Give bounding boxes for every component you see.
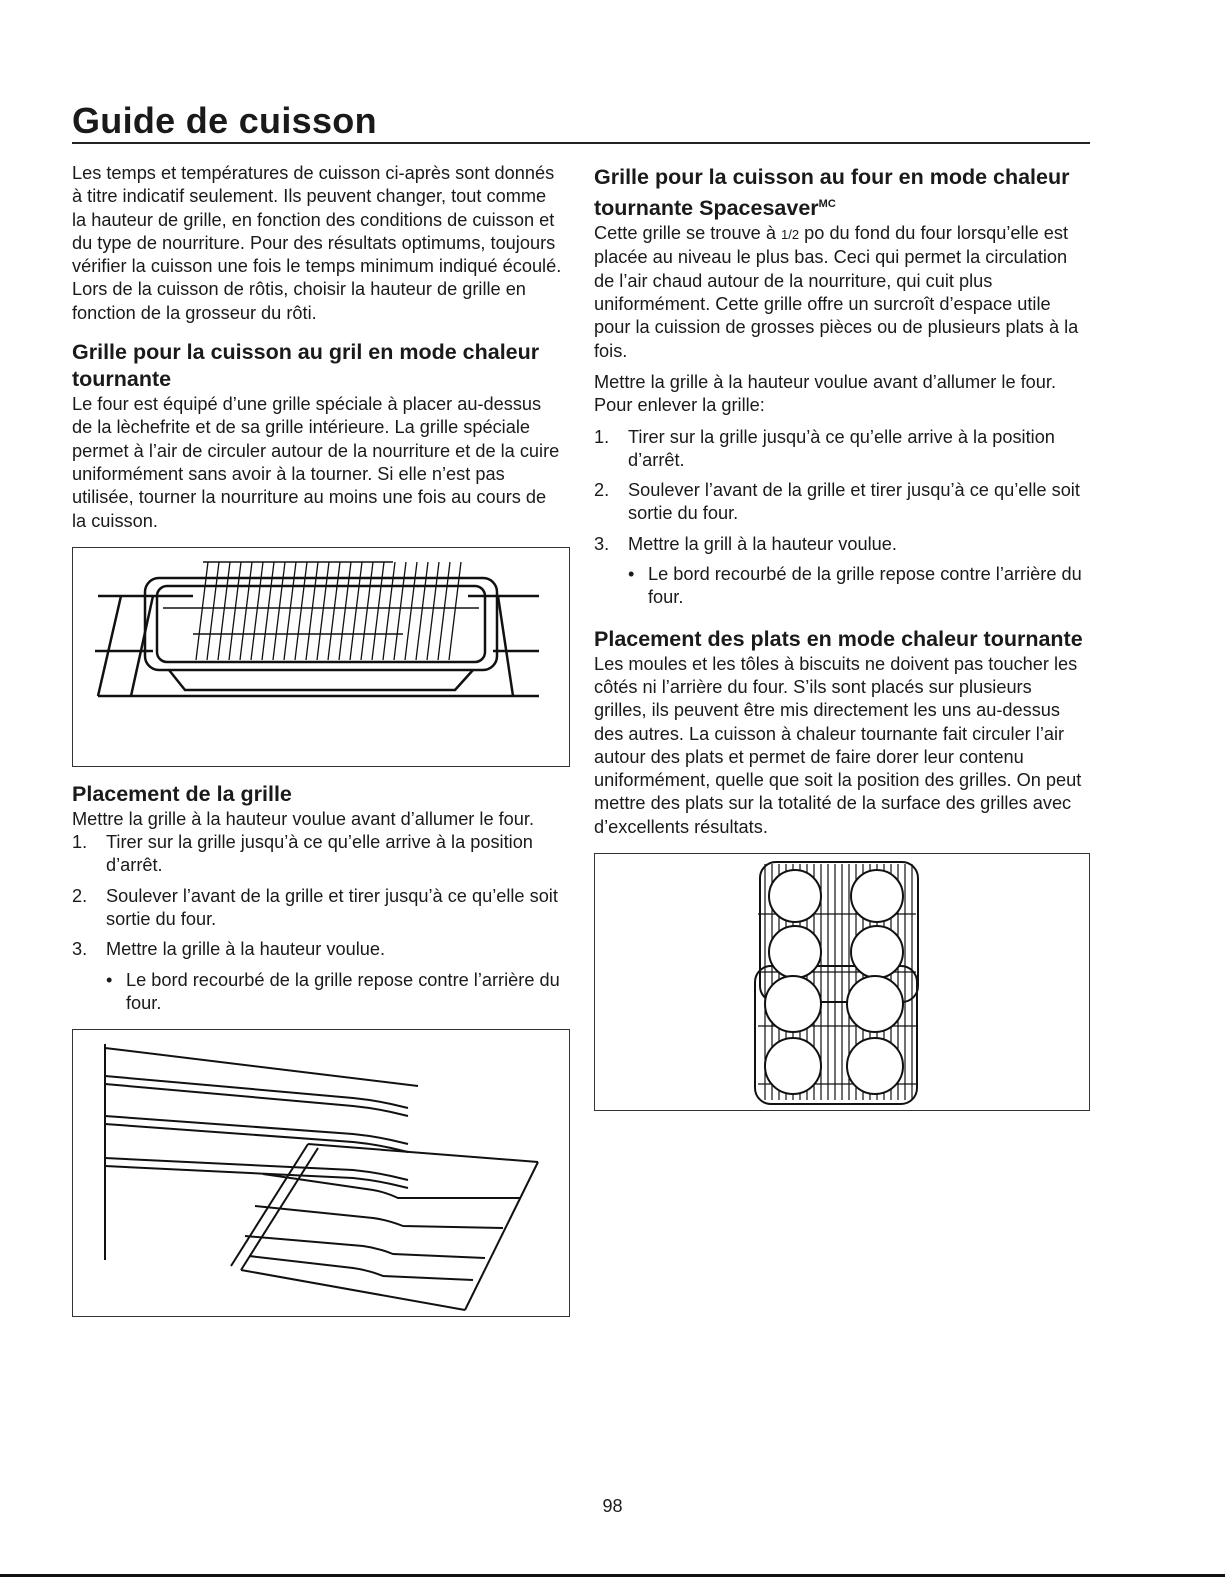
title-underline [72,142,1090,144]
step-text: Soulever l’avant de la grille et tirer jusqu’à ce qu’elle soit sortie du four. [628,480,1080,524]
rack-removal-figure [72,1029,570,1317]
intro-paragraph: Les temps et températures de cuisson ci-après sont donnés à titre indicatif seulement. Ils peuvent changer, tout comme la hauteur de grille, en fonction des conditions de cuisson et du type de nourriture. Pour des résultats optimums, toujours vérifier la cuisson une fois le temps minimum indiqué écoulé. Lors de la cuisson de rôtis, choisir la hauteur de grille en fonction de la grosseur du rôti. [72,163,562,323]
rack-placement-intro: Mettre la grille à la hauteur voulue avant d’allumer le four. [72,808,535,829]
spacesaver-text-a: Cette grille se trouve à [594,223,782,244]
spacesaver-steps [594,426,1086,556]
step-number: 1. [72,832,88,853]
rack-removal-illustration [73,1030,569,1316]
list-item [72,831,564,878]
bullet-item [594,563,1086,610]
multi-rack-pans-illustration [595,854,1089,1110]
trademark-mark: MC [818,198,836,210]
list-item [594,533,1086,556]
step-number: 2. [72,885,88,906]
list-item [72,938,564,961]
list-item [72,885,564,932]
spacesaver-remove-intro: Mettre la grille à la hauteur voulue avant d’allumer le four. Pour enlever la grille: [594,371,1057,416]
heading-spacesaver-rack [594,164,1086,222]
list-item [594,479,1086,526]
bullet-text: Le bord recourbé de la grille repose contre l’arrière du four. [126,969,560,1013]
broil-pan-figure [72,547,570,767]
page-title: Guide de cuisson [72,100,377,141]
heading-convection-broil-rack: Grille pour la cuisson au gril en mode chaleur tournante [72,340,540,392]
convection-broil-rack-text: Le four est équipé d’une grille spéciale à placer au-dessus de la lèchefrite et de sa grille intérieure. La grille spéciale permet à l’air de circuler autour de la nourriture et de la cuire uniformément sans avoir à la tourner. Si elle n’est pas utilisée, tourner la nourriture au moins une fois au cours de la cuisson. [72,394,560,531]
spacesaver-rack-text [594,222,1086,363]
heading-spacesaver-text: Grille pour la cuisson au four en mode chaleur tournante Spacesaver [594,165,1070,221]
step-text: Mettre la grille à la hauteur voulue. [106,939,386,960]
spacesaver-text-b: po du fond du four lorsqu’elle est placée au niveau le plus bas. Ceci qui permet la circulation de l’air chaud autour de la nourriture, qui cuit plus uniformément. Cette grille offre un surcroît d’espace utile pour la cuission de grosses pièces ou de plusieurs plats à la fois. [594,223,1079,361]
bullet-item [72,969,564,1016]
step-number: 3. [594,533,610,554]
step-number: 2. [594,480,610,501]
step-text: Soulever l’avant de la grille et tirer jusqu’à ce qu’elle soit sortie du four. [106,885,558,930]
heading-rack-placement: Placement de la grille [72,781,292,806]
step-number: 3. [72,939,88,960]
broil-pan-illustration [73,548,569,766]
bullet-dot: • [106,969,113,990]
convection-pan-placement-text: Les moules et les tôles à biscuits ne doivent pas toucher les côtés ni l’arrière du four. S’ils sont placés sur plusieurs grilles, ils peuvent être mis directement les uns au-dessus des autres. La cuisson à chaleur tournante fait circuler l’air autour des plats et permet de faire dorer leur contenu uniformément, quelle que soit la position des grilles. On peut mettre des plats sur la totalité de la surface des grilles avec d’excellents résultats. [594,653,1082,837]
page-number: 98 [602,1496,623,1516]
heading-convection-pan-placement: Placement des plats en mode chaleur tournante [594,626,1083,651]
bottom-rule [0,1574,1225,1577]
left-column [72,162,564,1317]
step-text: Mettre la grill à la hauteur voulue. [628,533,897,554]
bullet-text: Le bord recourbé de la grille repose contre l’arrière du four. [648,564,1082,608]
right-column [594,164,1086,1111]
bullet-dot: • [628,564,635,585]
rack-placement-steps [72,831,564,961]
half-inch-fraction: 1/2 [781,227,800,243]
step-text: Tirer sur la grille jusqu’à ce qu’elle arrive à la position d’arrêt. [628,426,1055,470]
multi-rack-pans-figure [594,853,1090,1111]
step-number: 1. [594,426,610,447]
step-text: Tirer sur la grille jusqu’à ce qu’elle arrive à la position d’arrêt. [106,832,533,876]
list-item [594,426,1086,473]
